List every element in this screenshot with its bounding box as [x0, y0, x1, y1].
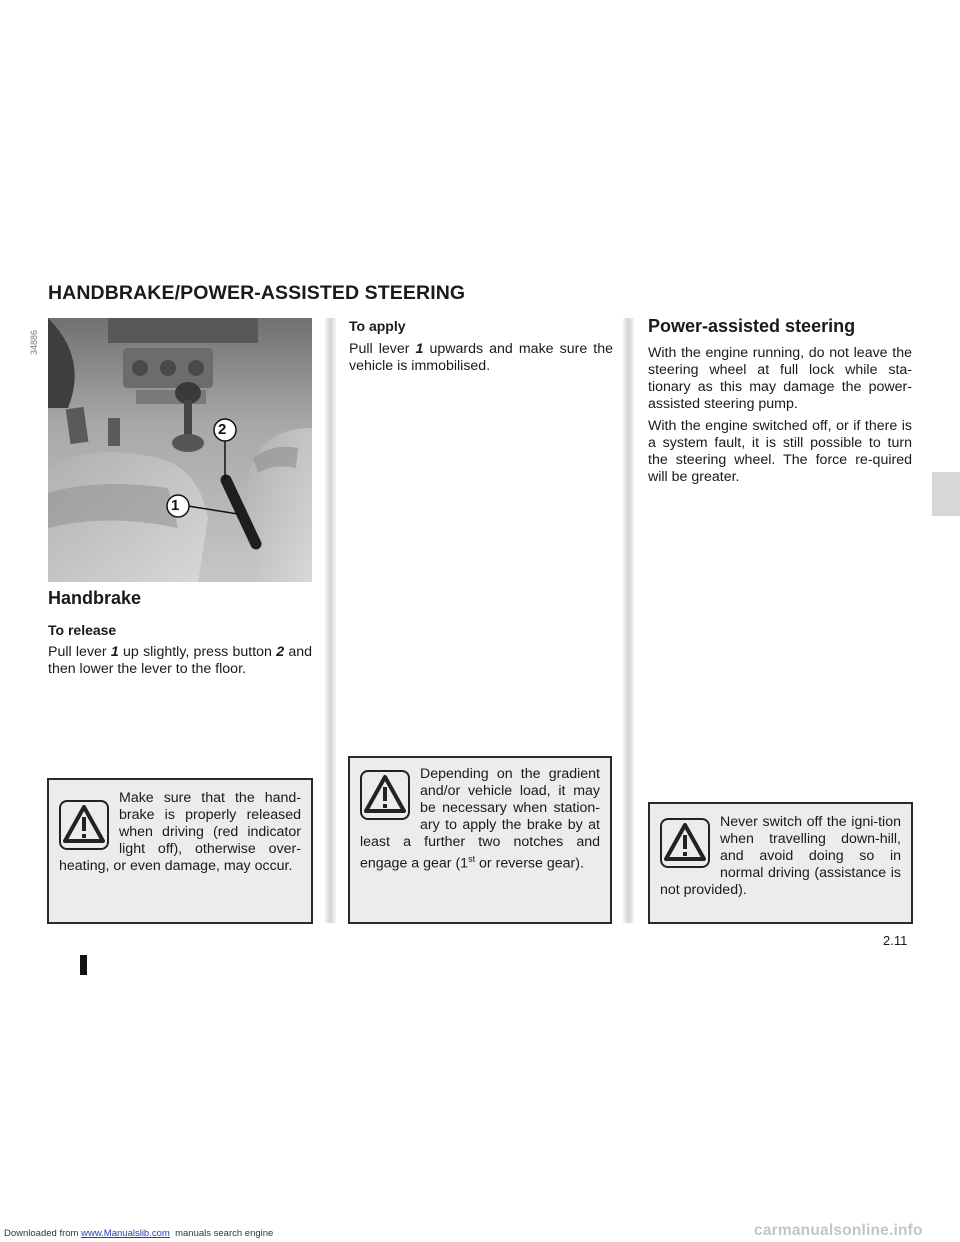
release-label: To release — [48, 622, 117, 638]
steering-paragraph-1: With the engine running, do not leave the steering wheel at full lock while sta-tionary as this may damage the power-assisted steering pump. — [648, 345, 912, 412]
watermark: carmanualsonline.info — [754, 1222, 923, 1239]
steering-heading: Power-assisted steering — [648, 316, 856, 336]
apply-instructions: Pull lever 1 upwards and make sure the vehicle is immobilised. — [349, 341, 613, 374]
warning-triangle-icon — [660, 818, 710, 868]
footer-marker — [80, 955, 87, 975]
photo-reference-number: 34886 — [29, 329, 39, 355]
steering-paragraph-2: With the engine switched off, or if there is a system fault, it is still possible to turn the steering wheel. The force re-quired will be greater. — [648, 418, 912, 485]
handbrake-photo — [48, 318, 312, 582]
apply-warning-box — [348, 756, 612, 924]
section-thumb-tab — [932, 472, 960, 516]
callout-1-label: 1 — [171, 497, 180, 514]
handbrake-warning-box — [47, 778, 313, 924]
download-footer: Downloaded from www.Manualslib.com manuals search engine — [4, 1228, 274, 1239]
page-title: HANDBRAKE/POWER-ASSISTED STEERING — [48, 282, 466, 304]
callout-2-label: 2 — [218, 421, 227, 438]
apply-warning-text: Depending on the gradient and/or vehicle load, it may be necessary when station-ary to apply the brake by at least a further two notches and engage a gear (1st or reverse gear). — [360, 766, 600, 872]
steering-warning-text: Never switch off the igni-tion when travelling down-hill, and avoid doing so in normal driving (assistance is not provided). — [660, 814, 901, 898]
apply-label: To apply — [349, 318, 406, 334]
handbrake-heading: Handbrake — [48, 588, 142, 608]
page-number: 2.11 — [883, 933, 908, 948]
warning-triangle-icon — [59, 800, 109, 850]
release-instructions: Pull lever 1 up slightly, press button 2 and then lower the lever to the floor. — [48, 644, 312, 677]
column-divider — [623, 318, 634, 923]
steering-warning-box — [648, 802, 913, 924]
warning-triangle-icon — [360, 770, 410, 820]
manualslib-link[interactable]: www.Manualslib.com — [81, 1228, 170, 1239]
handbrake-warning-text: Make sure that the hand-brake is properly released when driving (red indicator light off), otherwise over-heating, or even damage, may occur. — [59, 790, 301, 874]
column-divider — [325, 318, 336, 923]
